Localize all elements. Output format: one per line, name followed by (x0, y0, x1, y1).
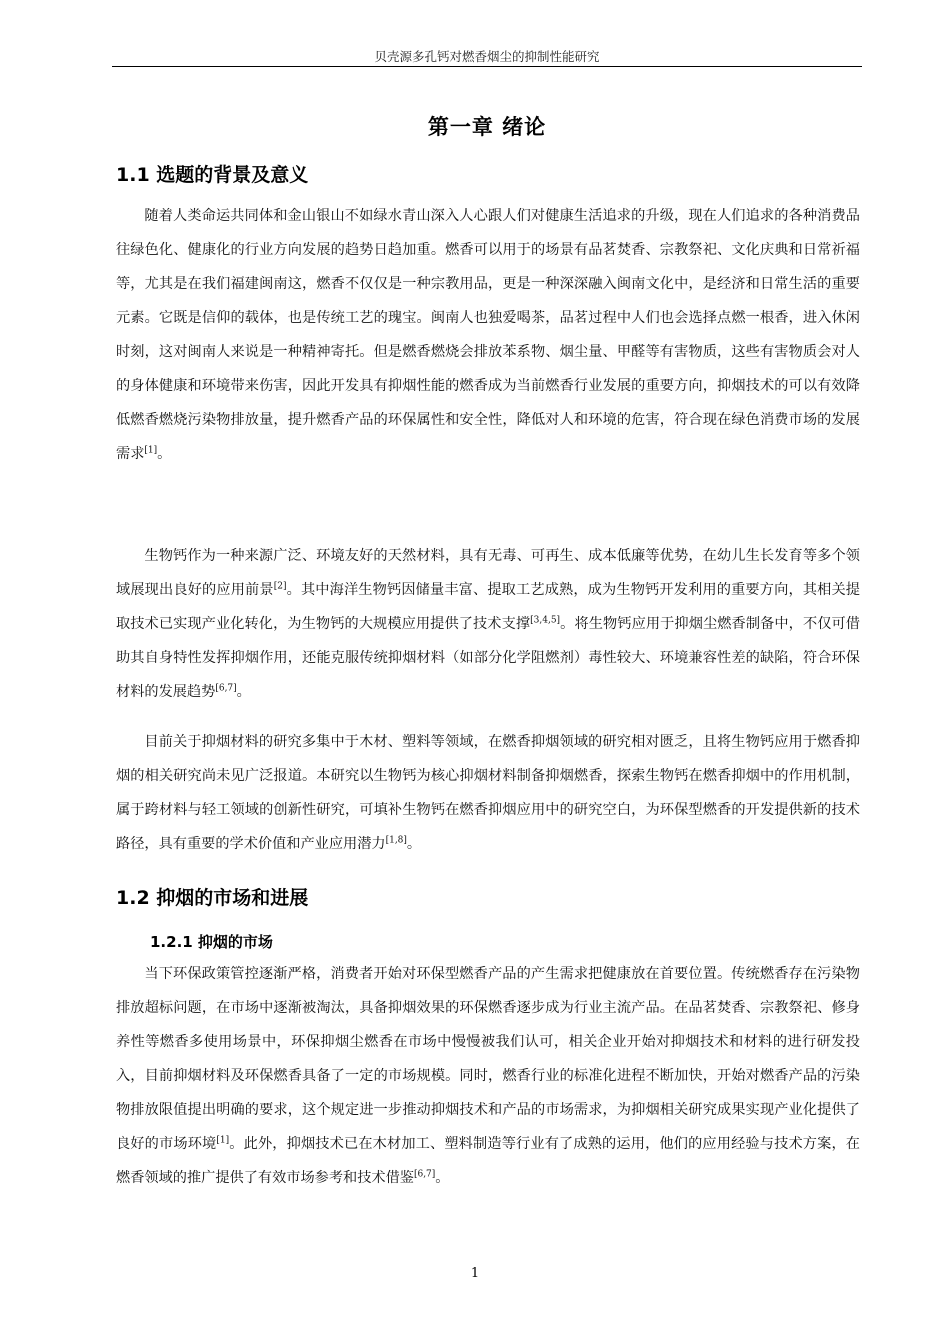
citation: [1] (144, 445, 158, 456)
paragraph-text: 随着人类命运共同体和金山银山不如绿水青山深入人心跟人们对健康生活追求的升级，现在人们追求的各种消费品往绿色化、健康化的行业方向发展的趋势日趋加重。燃香可以用于的场景有品茗焚香、宗教祭祀、文化庆典和日常祈福等，尤其是在我们福建闽南这，燃香不仅仅是一种宗教用品，更是一种深深融入闽南文化中，是经济和日常生活的重要元素。它既是信仰的载体，也是传统工艺的瑰宝。闽南人也独爱喝茶，品茗过程中人们也会选择点燃一根香，进入休闲时刻，这对闽南人来说是一种精神寄托。但是燃香燃烧会排放苯系物、烟尘量、甲醛等有害物质，这些有害物质会对人的身体健康和环境带来伤害，因此开发具有抑烟性能的燃香成为当前燃香行业发展的重要方向，抑烟技术的可以有效降低燃香燃烧污染物排放量，提升燃香产品的环保属性和安全性，降低对人和环境的危害，符合现在绿色消费市场的发展需求 (116, 208, 860, 462)
citation: [6,7] (215, 683, 237, 694)
section-heading-1-2: 1.2 抑烟的市场和进展 (116, 887, 309, 909)
chapter-title: 第一章 绪论 (427, 115, 547, 139)
header-rule (112, 66, 862, 67)
paragraph-market (116, 957, 860, 1195)
citation: [1,8] (385, 835, 407, 846)
paragraph-text: 目前关于抑烟材料的研究多集中于木材、塑料等领域，在燃香抑烟领域的研究相对匮乏，且将生物钙应用于燃香抑烟的相关研究尚未见广泛报道。本研究以生物钙为核心抑烟材料制备抑烟燃香，探索生物钙在燃香抑烟中的作用机制，属于跨材料与轻工领域的创新性研究，可填补生物钙在燃香抑烟应用中的研究空白，为环保型燃香的开发提供新的技术路径，具有重要的学术价值和产业应用潜力 (116, 734, 860, 852)
citation: [1] (216, 1135, 230, 1146)
paragraph-end: 。 (435, 1170, 450, 1186)
paragraph-text: 当下环保政策管控逐渐严格，消费者开始对环保型燃香产品的产生需求把健康放在首要位置。传统燃香存在污染物排放超标问题，在市场中逐渐被淘汰，具备抑烟效果的环保燃香逐步成为行业主流产品。在品茗焚香、宗教祭祀、修身养性等燃香多使用场景中，环保抑烟尘燃香在市场中慢慢被我们认可，相关企业开始对抑烟技术和材料的进行研发投入，目前抑烟材料及环保燃香具备了一定的市场规模。同时，燃香行业的标准化进程不断加快，开始对燃香产品的污染物排放限值提出明确的要求，这个规定进一步推动抑烟技术和产品的市场需求，为抑烟相关研究成果实现产业化提供了良好的市场环境 (116, 966, 860, 1152)
section-heading-1-1: 1.1 选题的背景及意义 (116, 164, 309, 186)
paragraph-end: 。 (236, 684, 251, 700)
running-header: 贝壳源多孔钙对燃香烟尘的抑制性能研究 (374, 49, 600, 64)
paragraph-background-1 (116, 199, 860, 471)
subsection-heading-1-2-1: 1.2.1 抑烟的市场 (150, 933, 273, 951)
paragraph-background-3 (116, 725, 860, 861)
citation: [3,4,5] (530, 615, 561, 626)
paragraph-text: 。其中海洋生物钙因储量丰富、提取工艺成熟，成为生物钙开发利用的重要方向，其相关提取技术已实现产业化转化，为生物钙的大规模应用提供了技术支撑 (116, 582, 860, 632)
paragraph-end: 。 (406, 836, 422, 852)
paragraph-text: 。此外，抑烟技术已在木材加工、塑料制造等行业有了成熟的运用，他们的应用经验与技术方案，在燃香领域的推广提供了有效市场参考和技术借鉴 (116, 1136, 860, 1186)
paragraph-text: 生物钙作为一种来源广泛、环境友好的天然材料，具有无毒、可再生、成本低廉等优势，在幼儿生长发育等多个领域展现出良好的应用前景 (116, 548, 860, 598)
citation: [2] (273, 581, 287, 592)
paragraph-text: 。将生物钙应用于抑烟尘燃香制备中，不仅可借助其自身特性发挥抑烟作用，还能克服传统抑烟材料（如部分化学阻燃剂）毒性较大、环境兼容性差的缺陷，符合环保材料的发展趋势 (116, 616, 860, 700)
paragraph-end: 。 (157, 446, 172, 462)
paragraph-background-2 (116, 539, 860, 709)
page-number: 1 (470, 1266, 480, 1281)
citation: [6,7] (413, 1169, 436, 1180)
